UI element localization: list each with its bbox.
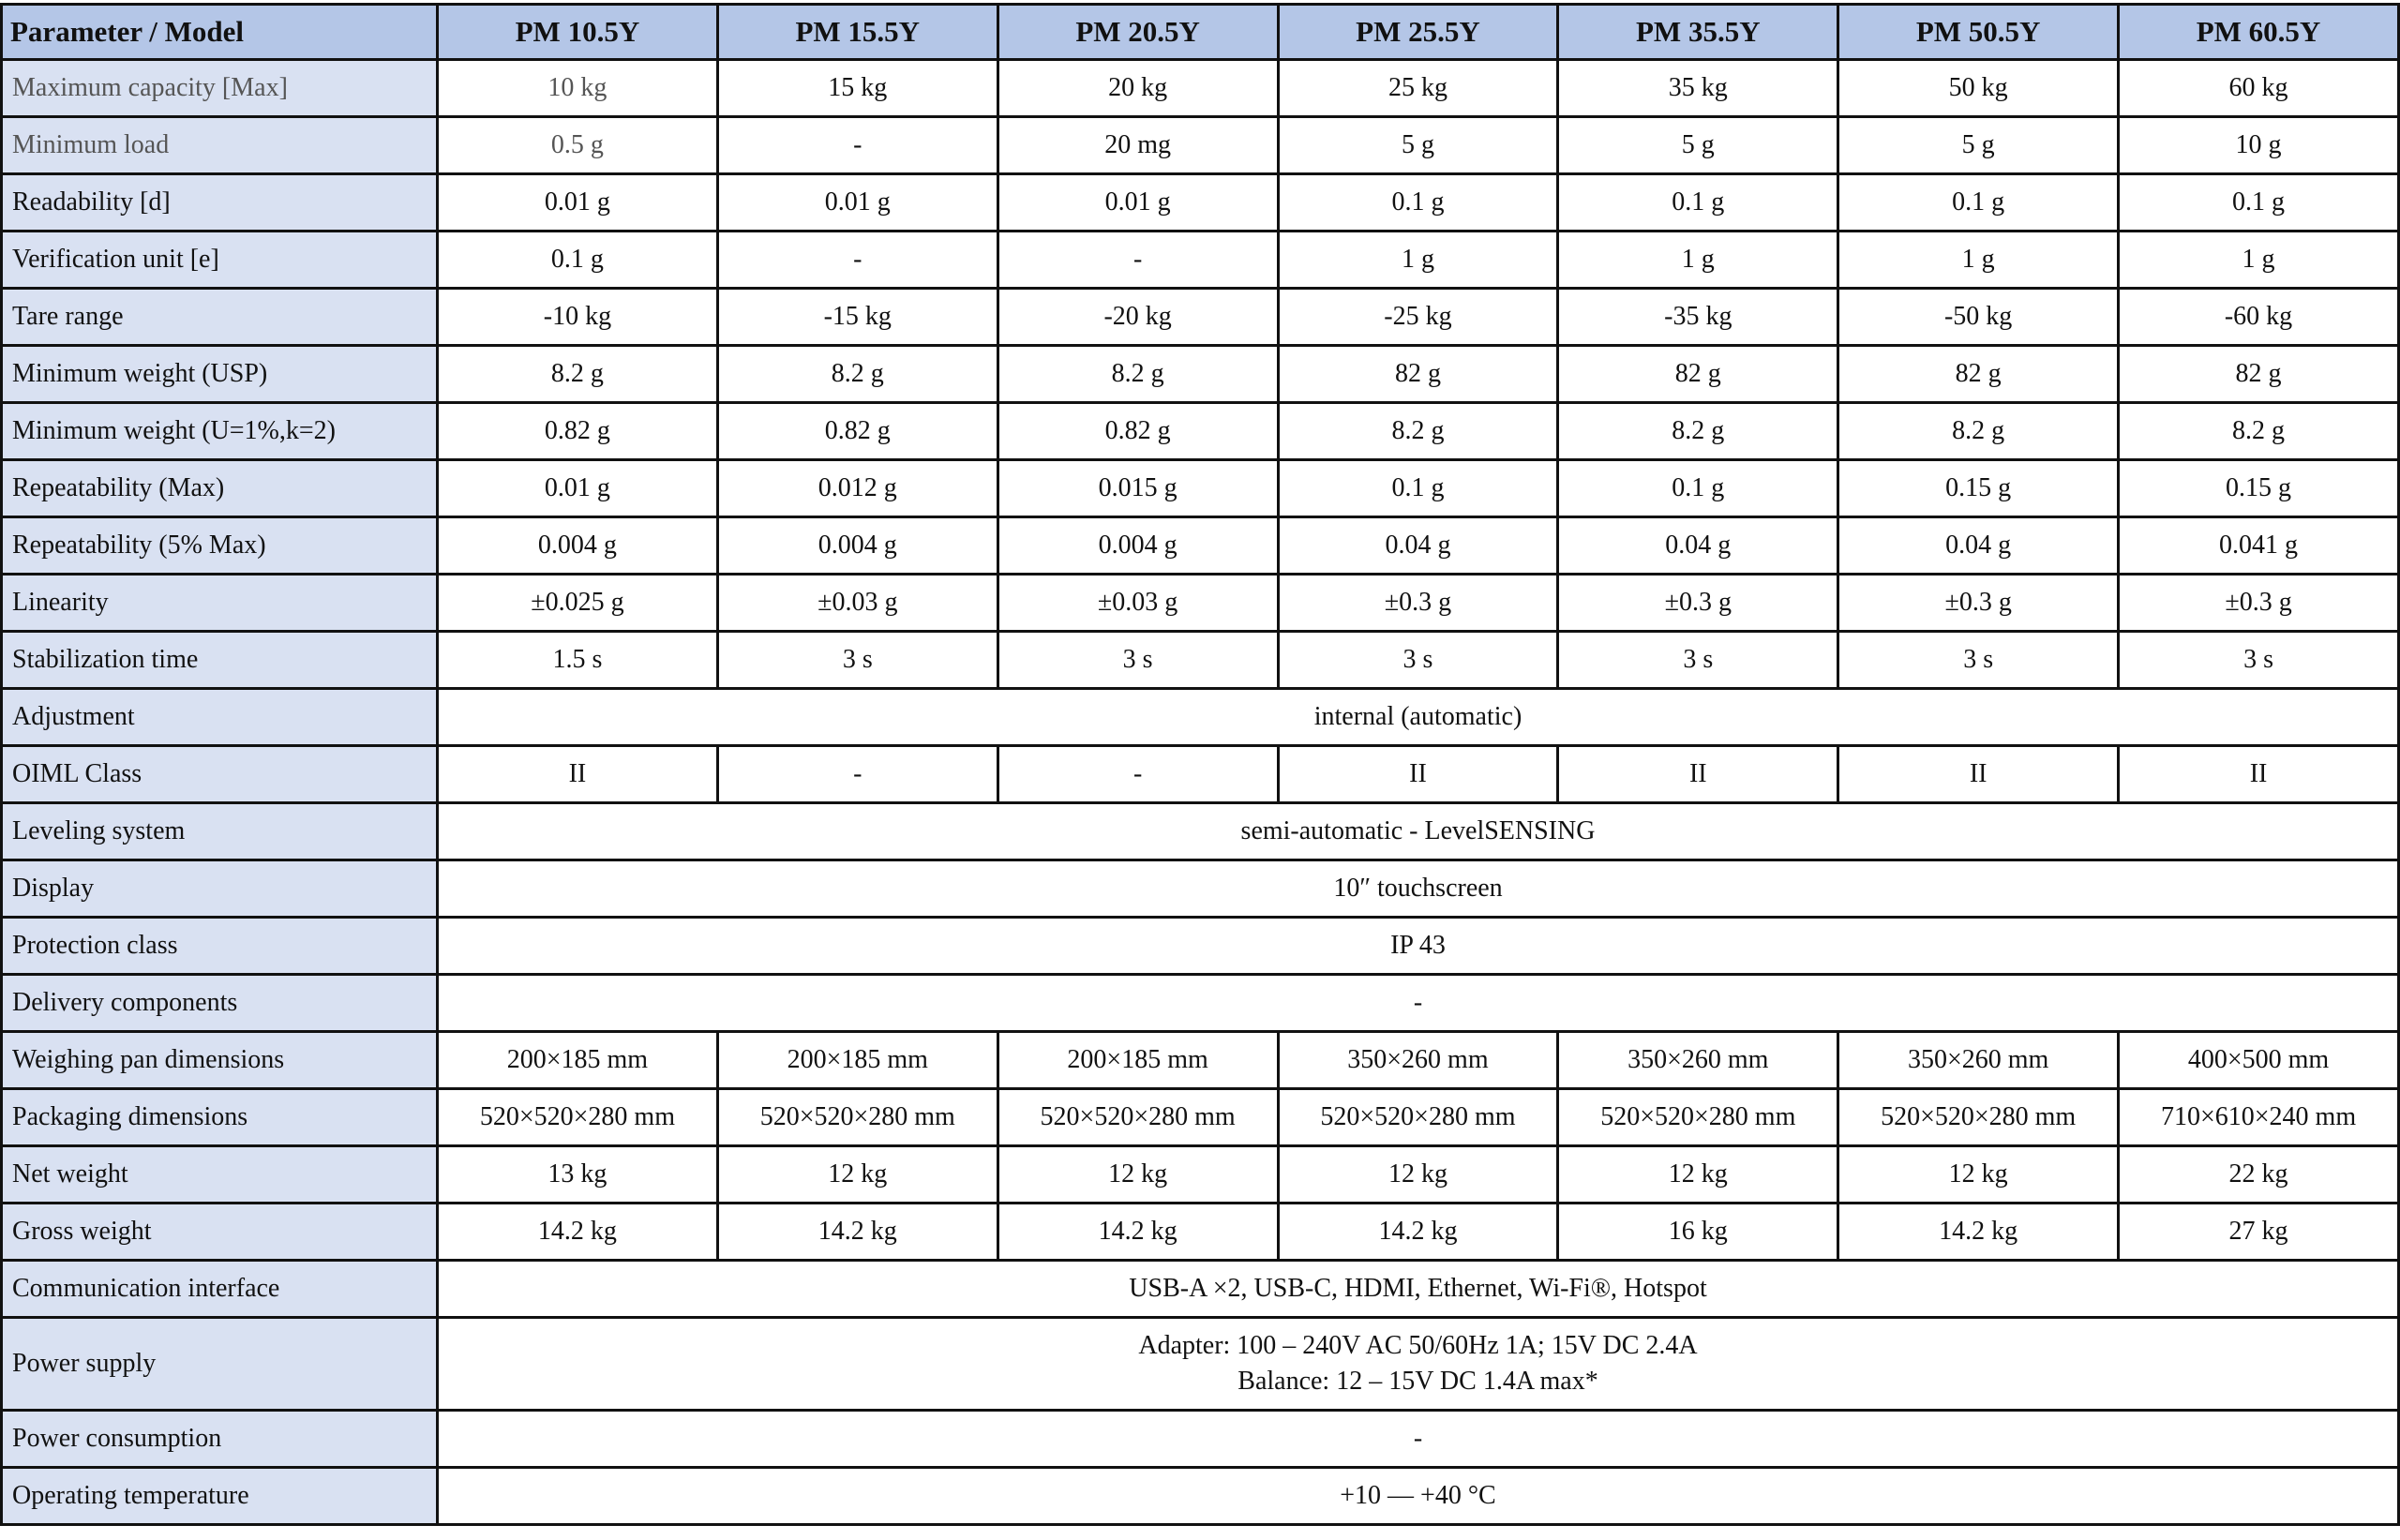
value-cell: 8.2 g xyxy=(1558,403,1838,460)
value-cell: 0.004 g xyxy=(717,517,998,575)
value-cell: 0.82 g xyxy=(438,403,718,460)
value-cell: 1 g xyxy=(1838,232,2119,289)
parameter-label: Readability [d] xyxy=(2,174,438,232)
parameter-label: Operating temperature xyxy=(2,1468,438,1525)
value-cell: 0.01 g xyxy=(438,174,718,232)
parameter-label: Minimum weight (U=1%,k=2) xyxy=(2,403,438,460)
table-row xyxy=(2,289,2399,346)
value-cell: -60 kg xyxy=(2119,289,2399,346)
model-header: PM 20.5Y xyxy=(998,5,1278,60)
parameter-label: Display xyxy=(2,860,438,918)
shared-value-cell: IP 43 xyxy=(438,918,2399,975)
value-cell: 50 kg xyxy=(1838,60,2119,117)
value-cell: 16 kg xyxy=(1558,1204,1838,1261)
value-cell: - xyxy=(717,117,998,174)
value-cell: II xyxy=(1838,746,2119,803)
value-cell: - xyxy=(717,746,998,803)
value-cell: 82 g xyxy=(1558,346,1838,403)
value-cell: 5 g xyxy=(1278,117,1558,174)
value-cell: 0.04 g xyxy=(1838,517,2119,575)
value-cell: 520×520×280 mm xyxy=(1278,1089,1558,1146)
table-row xyxy=(2,1089,2399,1146)
shared-value-cell: 10″ touchscreen xyxy=(438,860,2399,918)
value-cell: 0.1 g xyxy=(1558,174,1838,232)
value-cell: 82 g xyxy=(1278,346,1558,403)
value-cell: 8.2 g xyxy=(2119,403,2399,460)
value-cell: II xyxy=(2119,746,2399,803)
value-cell: 35 kg xyxy=(1558,60,1838,117)
value-cell: 1 g xyxy=(1278,232,1558,289)
table-row xyxy=(2,1204,2399,1261)
value-cell: 0.1 g xyxy=(1278,174,1558,232)
value-cell: 3 s xyxy=(998,632,1278,689)
shared-value-cell: +10 — +40 °C xyxy=(438,1468,2399,1525)
table-row xyxy=(2,517,2399,575)
value-cell: - xyxy=(998,232,1278,289)
value-cell: 0.04 g xyxy=(1558,517,1838,575)
value-cell: 520×520×280 mm xyxy=(438,1089,718,1146)
model-header: PM 10.5Y xyxy=(438,5,718,60)
table-row xyxy=(2,575,2399,632)
parameter-label: Stabilization time xyxy=(2,632,438,689)
value-cell: 0.004 g xyxy=(438,517,718,575)
parameter-label: Delivery components xyxy=(2,975,438,1032)
value-cell: 0.015 g xyxy=(998,460,1278,517)
table-body xyxy=(2,60,2399,1525)
parameter-label: Net weight xyxy=(2,1146,438,1204)
model-header: PM 35.5Y xyxy=(1558,5,1838,60)
value-cell: 60 kg xyxy=(2119,60,2399,117)
value-cell: 710×610×240 mm xyxy=(2119,1089,2399,1146)
parameter-label: Tare range xyxy=(2,289,438,346)
value-cell: ±0.3 g xyxy=(1558,575,1838,632)
value-cell: 0.01 g xyxy=(998,174,1278,232)
value-cell: -20 kg xyxy=(998,289,1278,346)
value-cell: 0.1 g xyxy=(2119,174,2399,232)
value-cell: 0.041 g xyxy=(2119,517,2399,575)
table-row xyxy=(2,1411,2399,1468)
parameter-label: Leveling system xyxy=(2,803,438,860)
value-cell: 8.2 g xyxy=(998,346,1278,403)
parameter-label: Repeatability (5% Max) xyxy=(2,517,438,575)
table-row xyxy=(2,346,2399,403)
table-row xyxy=(2,860,2399,918)
value-cell: 22 kg xyxy=(2119,1146,2399,1204)
value-cell: 14.2 kg xyxy=(1278,1204,1558,1261)
table-row xyxy=(2,117,2399,174)
table-row xyxy=(2,975,2399,1032)
value-cell: -25 kg xyxy=(1278,289,1558,346)
value-cell: 1 g xyxy=(2119,232,2399,289)
table-row xyxy=(2,403,2399,460)
value-cell: - xyxy=(717,232,998,289)
value-cell: 82 g xyxy=(2119,346,2399,403)
table-row xyxy=(2,803,2399,860)
model-header: PM 25.5Y xyxy=(1278,5,1558,60)
value-cell: 0.1 g xyxy=(1278,460,1558,517)
value-cell: 0.1 g xyxy=(1558,460,1838,517)
value-cell: 3 s xyxy=(2119,632,2399,689)
table-row xyxy=(2,918,2399,975)
value-cell: 12 kg xyxy=(1838,1146,2119,1204)
value-cell: 15 kg xyxy=(717,60,998,117)
value-cell: 1.5 s xyxy=(438,632,718,689)
value-cell: -15 kg xyxy=(717,289,998,346)
table-row xyxy=(2,1261,2399,1318)
value-cell: ±0.3 g xyxy=(2119,575,2399,632)
table-row xyxy=(2,60,2399,117)
value-cell: ±0.03 g xyxy=(717,575,998,632)
parameter-label: OIML Class xyxy=(2,746,438,803)
value-cell: 25 kg xyxy=(1278,60,1558,117)
parameter-label: Minimum weight (USP) xyxy=(2,346,438,403)
value-cell: 82 g xyxy=(1838,346,2119,403)
value-cell: 200×185 mm xyxy=(438,1032,718,1089)
value-cell: 13 kg xyxy=(438,1146,718,1204)
value-cell: 10 kg xyxy=(438,60,718,117)
value-cell: ±0.3 g xyxy=(1838,575,2119,632)
value-cell: 0.012 g xyxy=(717,460,998,517)
value-cell: 0.1 g xyxy=(438,232,718,289)
parameter-label: Weighing pan dimensions xyxy=(2,1032,438,1089)
model-header: PM 60.5Y xyxy=(2119,5,2399,60)
value-cell: 520×520×280 mm xyxy=(1838,1089,2119,1146)
parameter-label: Power consumption xyxy=(2,1411,438,1468)
value-cell: 520×520×280 mm xyxy=(717,1089,998,1146)
value-cell: 8.2 g xyxy=(717,346,998,403)
table-row xyxy=(2,460,2399,517)
shared-value-cell xyxy=(438,1318,2399,1411)
shared-value-cell: - xyxy=(438,975,2399,1032)
specification-table xyxy=(0,3,2400,1526)
table-row xyxy=(2,1032,2399,1089)
table-row xyxy=(2,232,2399,289)
value-cell: -50 kg xyxy=(1838,289,2119,346)
model-header: PM 15.5Y xyxy=(717,5,998,60)
shared-value-cell: semi-automatic - LevelSENSING xyxy=(438,803,2399,860)
value-cell: 14.2 kg xyxy=(1838,1204,2119,1261)
value-cell: II xyxy=(1278,746,1558,803)
value-cell: 12 kg xyxy=(1558,1146,1838,1204)
value-cell: II xyxy=(438,746,718,803)
value-cell: -35 kg xyxy=(1558,289,1838,346)
table-row xyxy=(2,1146,2399,1204)
value-line: Balance: 12 – 15V DC 1.4A max* xyxy=(1238,1367,1598,1396)
parameter-label: Communication interface xyxy=(2,1261,438,1318)
value-cell: ±0.3 g xyxy=(1278,575,1558,632)
value-cell: 3 s xyxy=(1278,632,1558,689)
value-cell: 14.2 kg xyxy=(717,1204,998,1261)
parameter-label: Adjustment xyxy=(2,689,438,746)
value-cell: 12 kg xyxy=(1278,1146,1558,1204)
value-cell: 0.01 g xyxy=(438,460,718,517)
value-cell: 3 s xyxy=(1838,632,2119,689)
value-cell: 27 kg xyxy=(2119,1204,2399,1261)
value-cell: - xyxy=(998,746,1278,803)
value-cell: 0.04 g xyxy=(1278,517,1558,575)
value-cell: 8.2 g xyxy=(1838,403,2119,460)
value-cell: 20 kg xyxy=(998,60,1278,117)
parameter-label: Repeatability (Max) xyxy=(2,460,438,517)
header-row xyxy=(2,5,2399,60)
value-cell: II xyxy=(1558,746,1838,803)
value-cell: 14.2 kg xyxy=(438,1204,718,1261)
shared-value-cell: USB-A ×2, USB-C, HDMI, Ethernet, Wi-Fi®, Hotspot xyxy=(438,1261,2399,1318)
table-row xyxy=(2,746,2399,803)
value-cell: 12 kg xyxy=(998,1146,1278,1204)
value-cell: 200×185 mm xyxy=(717,1032,998,1089)
value-cell: 8.2 g xyxy=(438,346,718,403)
shared-value-cell: internal (automatic) xyxy=(438,689,2399,746)
parameter-label: Minimum load xyxy=(2,117,438,174)
model-header: PM 50.5Y xyxy=(1838,5,2119,60)
shared-value-cell: - xyxy=(438,1411,2399,1468)
value-cell: 0.82 g xyxy=(717,403,998,460)
parameter-model-header: Parameter / Model xyxy=(2,5,438,60)
parameter-label: Verification unit [e] xyxy=(2,232,438,289)
value-cell: 520×520×280 mm xyxy=(998,1089,1278,1146)
value-cell: 12 kg xyxy=(717,1146,998,1204)
value-cell: 0.5 g xyxy=(438,117,718,174)
value-cell: 1 g xyxy=(1558,232,1838,289)
value-cell: 350×260 mm xyxy=(1278,1032,1558,1089)
parameter-label: Power supply xyxy=(2,1318,438,1411)
table-row xyxy=(2,689,2399,746)
table-row xyxy=(2,632,2399,689)
value-cell: 14.2 kg xyxy=(998,1204,1278,1261)
value-cell: 20 mg xyxy=(998,117,1278,174)
parameter-label: Maximum capacity [Max] xyxy=(2,60,438,117)
value-cell: 520×520×280 mm xyxy=(1558,1089,1838,1146)
value-cell: 5 g xyxy=(1558,117,1838,174)
parameter-label: Protection class xyxy=(2,918,438,975)
value-cell: 8.2 g xyxy=(1278,403,1558,460)
value-cell: 0.01 g xyxy=(717,174,998,232)
value-cell: 0.1 g xyxy=(1838,174,2119,232)
value-cell: ±0.03 g xyxy=(998,575,1278,632)
value-cell: 400×500 mm xyxy=(2119,1032,2399,1089)
value-cell: 0.15 g xyxy=(2119,460,2399,517)
value-cell: 3 s xyxy=(717,632,998,689)
value-cell: 0.82 g xyxy=(998,403,1278,460)
value-cell: 10 g xyxy=(2119,117,2399,174)
value-cell: 0.15 g xyxy=(1838,460,2119,517)
value-cell: -10 kg xyxy=(438,289,718,346)
table-row xyxy=(2,1318,2399,1411)
value-cell: 200×185 mm xyxy=(998,1032,1278,1089)
value-cell: 350×260 mm xyxy=(1558,1032,1838,1089)
parameter-label: Packaging dimensions xyxy=(2,1089,438,1146)
value-cell: 3 s xyxy=(1558,632,1838,689)
value-cell: ±0.025 g xyxy=(438,575,718,632)
parameter-label: Gross weight xyxy=(2,1204,438,1261)
value-cell: 350×260 mm xyxy=(1838,1032,2119,1089)
parameter-label: Linearity xyxy=(2,575,438,632)
table-row xyxy=(2,174,2399,232)
value-cell: 5 g xyxy=(1838,117,2119,174)
table-row xyxy=(2,1468,2399,1525)
value-line: Adapter: 100 – 240V AC 50/60Hz 1A; 15V DC 2.4A xyxy=(1138,1331,1698,1360)
value-cell: 0.004 g xyxy=(998,517,1278,575)
